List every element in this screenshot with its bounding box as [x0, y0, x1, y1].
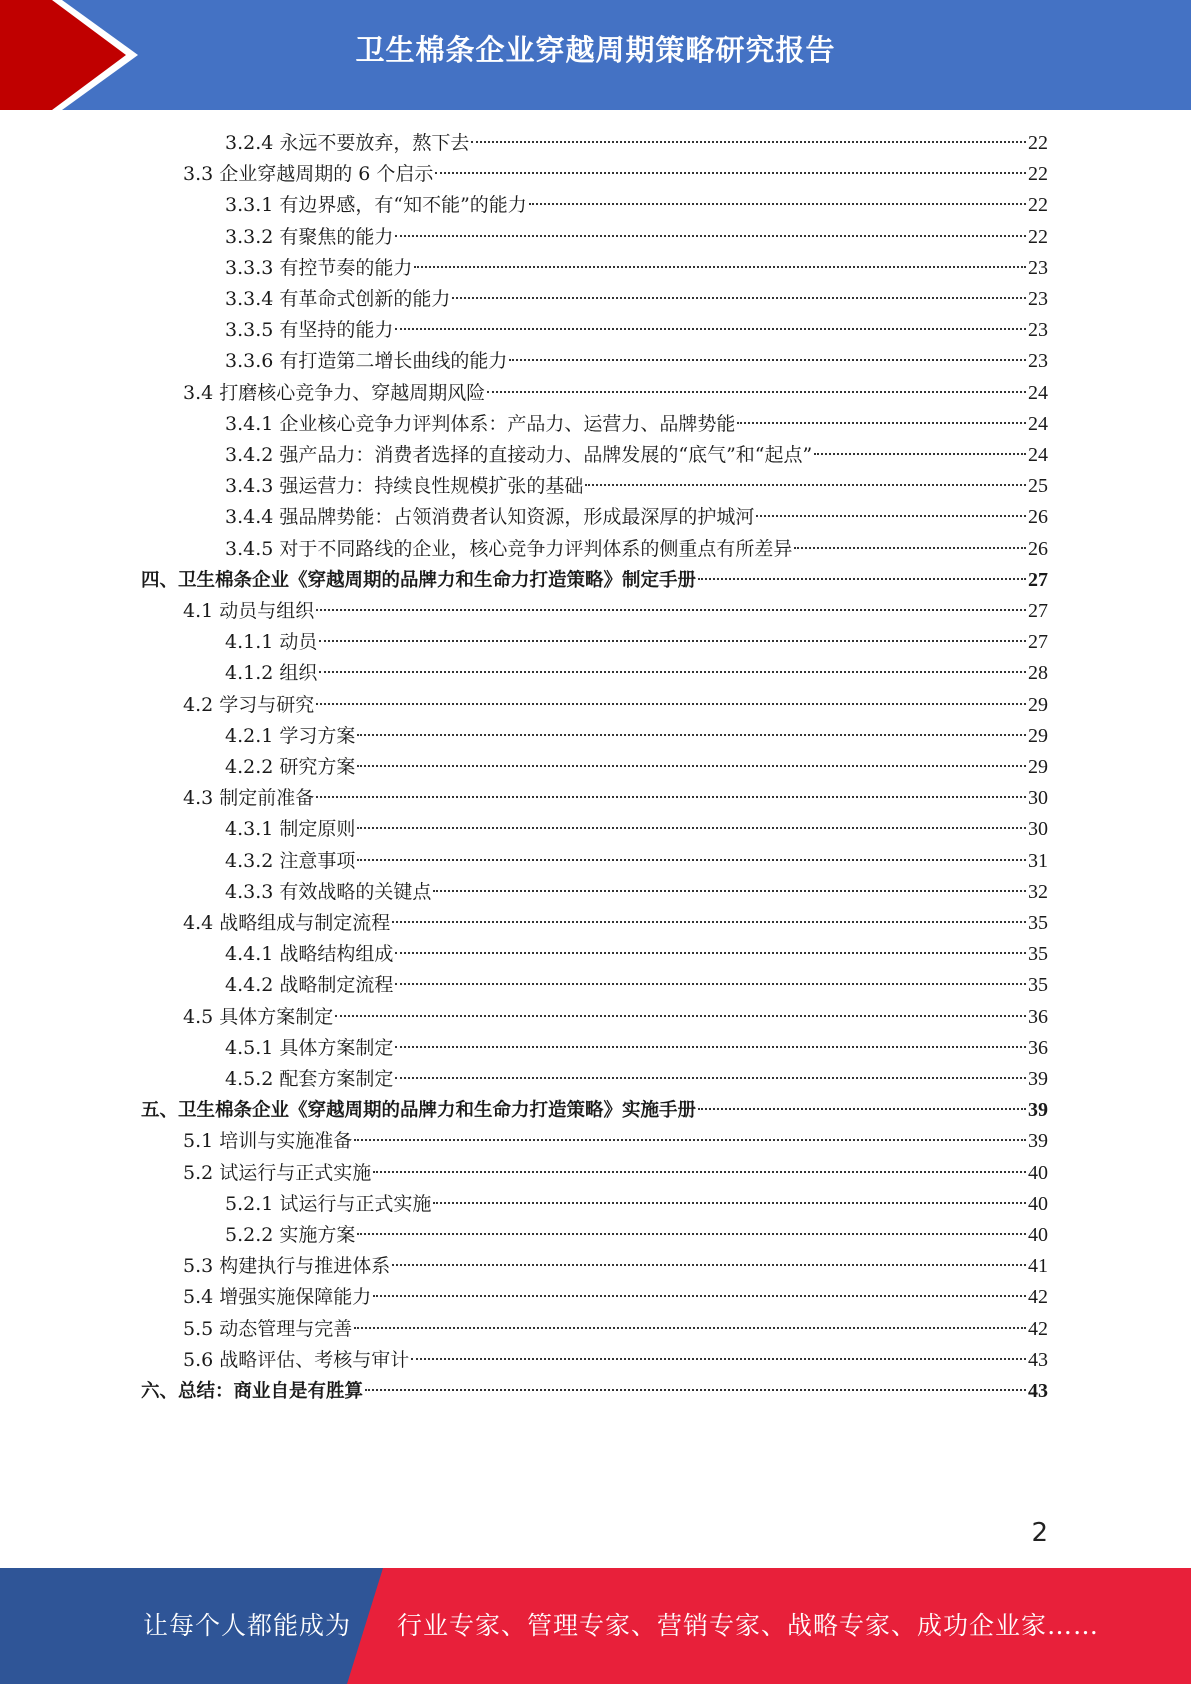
toc-entry-page: 41 — [1028, 1255, 1048, 1278]
toc-entry-page: 22 — [1028, 132, 1048, 154]
toc-dot-leader — [395, 234, 1026, 237]
toc-dot-leader — [435, 171, 1026, 174]
toc-entry-page: 22 — [1028, 225, 1048, 248]
toc-entry-page: 22 — [1028, 194, 1048, 217]
toc-entry-page: 27 — [1028, 600, 1048, 622]
toc-entry-label: 五、卫生棉条企业《穿越周期的品牌力和生命力打造策略》实施手册 — [141, 1100, 697, 1122]
toc-entry-label: 4.5.2 配套方案制定 — [225, 1068, 394, 1090]
toc-entry-page: 35 — [1028, 912, 1048, 934]
toc-entry-label: 3.3.3 有控节奏的能力 — [225, 256, 413, 279]
toc-entry-label: 3.2.4 永远不要放弃，熬下去 — [225, 132, 470, 154]
toc-entry-label: 4.3.1 制定原则 — [225, 818, 356, 841]
toc-entry[interactable] — [183, 1126, 1048, 1157]
toc-dot-leader — [354, 1138, 1026, 1141]
toc-entry[interactable] — [225, 721, 1048, 752]
toc-dot-leader — [756, 514, 1026, 517]
footer-slogan: 让每个人都能成为 — [143, 1611, 352, 1640]
toc-entry-label: 4.1 动员与组织 — [183, 600, 315, 622]
toc-dot-leader — [433, 1201, 1026, 1204]
toc-entry-label: 3.4.3 强运营力：持续良性规模扩张的基础 — [225, 475, 584, 498]
toc-dot-leader — [698, 577, 1026, 580]
toc-dot-leader — [373, 1294, 1026, 1297]
toc-entry-page: 24 — [1028, 381, 1048, 404]
toc-entry-page: 23 — [1028, 288, 1048, 310]
toc-entry[interactable] — [183, 908, 1048, 939]
toc-entry-page: 40 — [1028, 1192, 1048, 1215]
toc-entry-label: 3.3.5 有坚持的能力 — [225, 319, 394, 342]
toc-entry-label: 5.4 增强实施保障能力 — [183, 1286, 372, 1309]
toc-dot-leader — [373, 1170, 1026, 1173]
toc-entry-page: 43 — [1028, 1380, 1048, 1402]
toc-dot-leader — [529, 202, 1026, 205]
toc-entry-label: 4.3 制定前准备 — [183, 787, 315, 810]
toc-entry[interactable] — [183, 159, 1048, 190]
toc-entry[interactable] — [225, 128, 1048, 159]
toc-dot-leader — [794, 546, 1026, 549]
toc-entry[interactable] — [183, 690, 1048, 721]
toc-dot-leader — [395, 327, 1026, 330]
toc-dot-leader — [411, 1357, 1026, 1360]
toc-entry-label: 3.4.1 企业核心竞争力评判体系：产品力、运营力、品牌势能 — [225, 412, 736, 435]
toc-entry-page: 29 — [1028, 724, 1048, 747]
toc-dot-leader — [357, 858, 1026, 861]
footer-roles: 行业专家、管理专家、营销专家、战略专家、成功企业家…… — [397, 1611, 1100, 1640]
toc-entry-page: 42 — [1028, 1286, 1048, 1309]
toc-entry-label: 5.1 培训与实施准备 — [183, 1130, 353, 1153]
toc-entry[interactable] — [225, 409, 1048, 440]
toc-entry-label: 5.6 战略评估、考核与审计 — [183, 1348, 410, 1371]
toc-entry-label: 5.5 动态管理与完善 — [183, 1317, 353, 1340]
toc-entry-page: 31 — [1028, 849, 1048, 872]
toc-dot-leader — [395, 1045, 1026, 1048]
toc-entry-label: 4.5.1 具体方案制定 — [225, 1036, 394, 1059]
toc-entry[interactable] — [225, 1064, 1048, 1095]
toc-entry[interactable] — [225, 284, 1048, 315]
toc-entry[interactable] — [141, 1095, 1048, 1126]
toc-entry-label: 4.1.1 动员 — [225, 631, 318, 654]
toc-entry[interactable] — [225, 502, 1048, 533]
toc-entry-page: 32 — [1028, 880, 1048, 903]
toc-entry-page: 24 — [1028, 444, 1048, 466]
toc-dot-leader — [319, 670, 1026, 673]
toc-entry-page: 30 — [1028, 787, 1048, 810]
toc-entry-label: 3.3.1 有边界感，有“知不能”的能力 — [225, 194, 527, 217]
toc-entry[interactable] — [225, 534, 1048, 565]
toc-entry[interactable] — [225, 1033, 1048, 1064]
toc-entry-page: 22 — [1028, 163, 1048, 186]
toc-entry-page: 35 — [1028, 943, 1048, 966]
toc-entry[interactable] — [225, 846, 1048, 877]
toc-dot-leader — [357, 826, 1026, 829]
toc-dot-leader — [395, 982, 1026, 985]
toc-entry[interactable] — [183, 783, 1048, 814]
toc-entry-page: 26 — [1028, 506, 1048, 529]
toc-dot-leader — [414, 265, 1026, 268]
toc-entry-label: 5.2.1 试运行与正式实施 — [225, 1192, 432, 1215]
toc-entry-page: 23 — [1028, 319, 1048, 342]
toc-entry-label: 四、卫生棉条企业《穿越周期的品牌力和生命力打造策略》制定手册 — [141, 569, 697, 591]
toc-entry[interactable] — [141, 1376, 1048, 1407]
toc-entry-label: 4.4.1 战略结构组成 — [225, 943, 394, 966]
page-number: 2 — [1031, 1518, 1048, 1548]
toc-dot-leader — [452, 296, 1026, 299]
toc-entry[interactable] — [225, 1189, 1048, 1220]
toc-entry[interactable] — [183, 596, 1048, 627]
toc-entry[interactable] — [225, 970, 1048, 1001]
toc-dot-leader — [365, 1388, 1026, 1391]
toc-entry-label: 3.4.2 强产品力：消费者选择的直接动力、品牌发展的“底气”和“起点” — [225, 444, 813, 466]
toc-dot-leader — [585, 483, 1026, 486]
toc-entry-page: 36 — [1028, 1036, 1048, 1059]
toc-entry-label: 5.2.2 实施方案 — [225, 1224, 356, 1246]
toc-dot-leader — [357, 764, 1026, 767]
toc-entry-page: 43 — [1028, 1348, 1048, 1371]
toc-entry-label: 3.3 企业穿越周期的 6 个启示 — [183, 163, 434, 186]
toc-entry-page: 27 — [1028, 631, 1048, 654]
toc-entry[interactable] — [225, 222, 1048, 253]
toc-entry-page: 42 — [1028, 1317, 1048, 1340]
toc-entry-page: 39 — [1028, 1130, 1048, 1153]
toc-entry[interactable] — [225, 190, 1048, 221]
toc-entry-label: 4.4.2 战略制定流程 — [225, 974, 394, 997]
toc-dot-leader — [335, 1014, 1026, 1017]
toc-dot-leader — [737, 421, 1026, 424]
toc-dot-leader — [392, 1263, 1026, 1266]
toc-entry[interactable] — [141, 565, 1048, 596]
toc-entry[interactable] — [225, 658, 1048, 689]
toc-dot-leader — [354, 1326, 1026, 1329]
toc-dot-leader — [487, 390, 1026, 393]
toc-dot-leader — [395, 951, 1026, 954]
toc-dot-leader — [316, 608, 1026, 611]
toc-entry[interactable] — [183, 1345, 1048, 1376]
toc-entry[interactable] — [225, 471, 1048, 502]
toc-dot-leader — [395, 1076, 1026, 1079]
toc-entry[interactable] — [225, 752, 1048, 783]
toc-dot-leader — [433, 889, 1026, 892]
toc-entry[interactable] — [225, 1220, 1048, 1251]
toc-entry-label: 5.2 试运行与正式实施 — [183, 1161, 372, 1184]
toc-entry-label: 六、总结：商业自是有胜算 — [141, 1381, 364, 1402]
toc-entry[interactable] — [225, 814, 1048, 845]
toc-entry-page: 27 — [1028, 568, 1048, 591]
toc-entry-page: 24 — [1028, 412, 1048, 435]
toc-entry[interactable] — [225, 346, 1048, 377]
toc-entry-page: 35 — [1028, 974, 1048, 997]
toc-dot-leader — [316, 702, 1026, 705]
toc-dot-leader — [319, 639, 1026, 642]
toc-entry-label: 3.3.4 有革命式创新的能力 — [225, 288, 451, 310]
toc-entry-page: 40 — [1028, 1161, 1048, 1184]
footer-banner — [0, 1568, 1191, 1684]
toc-entry-page: 25 — [1028, 475, 1048, 498]
toc-entry-page: 26 — [1028, 537, 1048, 560]
toc-dot-leader — [316, 795, 1026, 798]
toc-entry-label: 4.4 战略组成与制定流程 — [183, 912, 391, 934]
toc-entry-label: 3.4.4 强品牌势能：占领消费者认知资源，形成最深厚的护城河 — [225, 506, 755, 529]
toc-dot-leader — [471, 140, 1026, 143]
toc-entry-label: 3.3.2 有聚焦的能力 — [225, 225, 394, 248]
toc-entry-label: 5.3 构建执行与推进体系 — [183, 1255, 391, 1278]
toc-entry-label: 4.1.2 组织 — [225, 662, 318, 685]
toc-entry[interactable] — [183, 378, 1048, 409]
toc-entry-label: 4.3.2 注意事项 — [225, 849, 356, 872]
header-bar — [0, 0, 1191, 110]
toc-entry-label: 3.3.6 有打造第二增长曲线的能力 — [225, 350, 508, 373]
toc-entry-label: 4.2.2 研究方案 — [225, 756, 356, 778]
toc-entry[interactable] — [183, 1002, 1048, 1033]
toc-entry-page: 29 — [1028, 756, 1048, 778]
toc-entry[interactable] — [183, 1158, 1048, 1189]
toc-entry-page: 39 — [1028, 1099, 1048, 1122]
toc-entry-label: 3.4 打磨核心竞争力、穿越周期风险 — [183, 381, 486, 404]
toc-entry[interactable] — [225, 939, 1048, 970]
toc-dot-leader — [814, 452, 1026, 455]
toc-entry-page: 28 — [1028, 662, 1048, 685]
toc-dot-leader — [357, 733, 1026, 736]
toc-dot-leader — [392, 920, 1026, 923]
toc-entry[interactable] — [183, 1282, 1048, 1313]
toc-entry[interactable] — [225, 877, 1048, 908]
toc-entry-label: 4.2 学习与研究 — [183, 693, 315, 716]
toc-entry[interactable] — [225, 627, 1048, 658]
toc-dot-leader — [509, 358, 1026, 361]
toc-dot-leader — [357, 1232, 1026, 1235]
toc-entry-label: 4.3.3 有效战略的关键点 — [225, 880, 432, 903]
toc-entry-page: 23 — [1028, 350, 1048, 373]
toc-entry-label: 4.5 具体方案制定 — [183, 1005, 334, 1028]
toc-entry-page: 30 — [1028, 818, 1048, 841]
toc-entry-page: 29 — [1028, 693, 1048, 716]
toc-entry[interactable] — [183, 1251, 1048, 1282]
toc-entry-page: 40 — [1028, 1224, 1048, 1246]
toc-entry-page: 36 — [1028, 1005, 1048, 1028]
report-title: 卫生棉条企业穿越周期策略研究报告 — [355, 33, 836, 67]
toc-entry[interactable] — [183, 1314, 1048, 1345]
toc-dot-leader — [698, 1107, 1026, 1110]
toc-entry-page: 23 — [1028, 256, 1048, 279]
toc-entry-label: 4.2.1 学习方案 — [225, 724, 356, 747]
toc-entry-label: 3.4.5 对于不同路线的企业，核心竞争力评判体系的侧重点有所差异 — [225, 537, 793, 560]
toc-entry[interactable] — [225, 253, 1048, 284]
toc-entry[interactable] — [225, 440, 1048, 471]
toc-entry[interactable] — [225, 315, 1048, 346]
toc-entry-page: 39 — [1028, 1068, 1048, 1090]
